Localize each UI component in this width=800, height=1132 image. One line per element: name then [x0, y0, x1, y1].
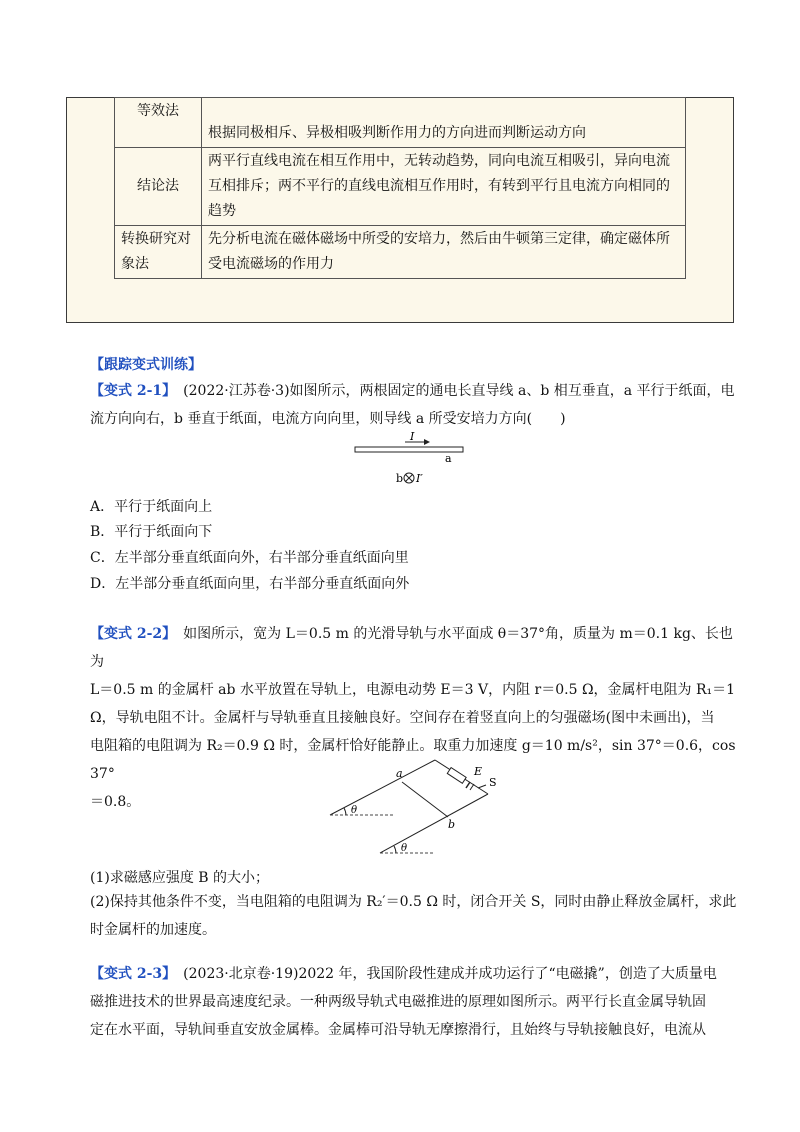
method-desc: 根据同极相斥、异极相吸判断作用力的方向进而判断运动方向 [202, 98, 686, 148]
sub-question-2 [90, 888, 738, 944]
question-tag: 【变式 2-1】 [90, 383, 170, 399]
option-a: A．平行于纸面向上 [90, 499, 213, 515]
option-d: D．左半部分垂直纸面向里，右半部分垂直纸面向外 [90, 576, 410, 592]
label-E: E [474, 765, 483, 778]
question-stem-line: Ω，导轨电阻不计。金属杆与导轨垂直且接触良好。空间存在着竖直向上的匀强磁场(图中未画出)，当 [90, 710, 715, 726]
method-table [114, 97, 686, 279]
option-b: B．平行于纸面向下 [90, 524, 213, 540]
stem-text: (2022·江苏卷·3)如图所示，两根固定的通电长直导线 a、b 相互垂直，a 平行于纸面，电 [183, 383, 735, 399]
question-stem-line [90, 960, 738, 988]
battery [466, 782, 470, 788]
question-stem-line: 磁推进技术的世界最高速度纪录。一种两级导轨式电磁推进的原理如图所示。两平行长直金属导轨固 [90, 994, 706, 1010]
stem-text: (2023·北京卷·19)2022 年，我国阶段性建成并成功运行了“电磁撬”，创造了大质量电 [169, 966, 717, 982]
sub-question-line: (2)保持其他条件不变，当电阻箱的电阻调为 R₂′＝0.5 Ω 时，闭合开关 S，同时由静止释放金属杆，求此 [90, 894, 737, 910]
label-a: a [396, 767, 403, 780]
stem-text: 如图所示，宽为 L＝0.5 m 的光滑导轨与水平面成 θ＝37°角，质量为 m＝0.1 kg、长也为 [90, 626, 733, 670]
question-tag: 【变式 2-2】 [90, 626, 170, 642]
label-b: b [396, 472, 404, 485]
method-name: 转换研究对象法 [115, 226, 202, 279]
question-2-1 [90, 377, 738, 433]
question-stem-line: 定在水平面，导轨间垂直安放金属棒。金属棒可沿导轨无摩擦滑行，且始终与导轨接触良好，电流从 [90, 1022, 706, 1038]
sub-question-1: (1)求磁感应强度 B 的大小； [90, 870, 270, 886]
upper-rail [330, 760, 435, 815]
label-I-prime: I′ [416, 472, 423, 485]
question-stem-line [90, 377, 738, 405]
method-desc: 两平行直线电流在相互作用中，无转动趋势，同向电流互相吸引，异向电流互相排斥；两不平行的直线电流相互作用时，有转到平行且电流方向相同的趋势 [202, 148, 686, 226]
sub-question-line: 时金属杆的加速度。 [90, 922, 216, 938]
switch [478, 785, 486, 788]
question-stem-line: L＝0.5 m 的金属杆 ab 水平放置在导轨上，电源电动势 E＝3 V，内阻 r＝0.5 Ω，金属杆电阻为 R₁＝1 [90, 682, 736, 698]
table-row [115, 98, 686, 148]
wire-figure [350, 432, 470, 492]
metal-rod-ab [402, 782, 448, 817]
arrow-head [424, 439, 430, 445]
method-name: 结论法 [115, 148, 202, 226]
resistor-box [447, 768, 466, 784]
method-name: 等效法 [115, 98, 202, 148]
question-stem-line: 电阻箱的电阻调为 R₂＝0.9 Ω 时，金属杆恰好能静止。取重力加速度 g＝10 m/s²，sin 37°＝0.6，cos 37° [90, 738, 736, 782]
section-heading: 【跟踪变式训练】 [90, 357, 202, 373]
question-tag: 【变式 2-3】 [90, 966, 170, 982]
label-b: b [448, 818, 456, 831]
question-stem-line: 流方向向右，b 垂直于纸面，电流方向向里，则导线 a 所受安培力方向( ) [90, 411, 566, 427]
method-desc: 先分析电流在磁体磁场中所受的安培力，然后由牛顿第三定律，确定磁体所受电流磁场的作用力 [202, 226, 686, 279]
question-2-3 [90, 960, 738, 1044]
label-I: I [410, 432, 415, 443]
label-S: S [489, 776, 497, 789]
table-row [115, 148, 686, 226]
lower-rail [380, 794, 488, 853]
theta-lower: θ [401, 843, 408, 854]
table-row [115, 226, 686, 279]
angle-arc-lower [394, 846, 396, 853]
question-stem-line [90, 620, 738, 676]
incline-rail-figure [320, 755, 500, 860]
question-stem-line: ＝0.8。 [90, 794, 141, 810]
theta-upper: θ [351, 805, 358, 816]
label-a: a [445, 452, 452, 465]
angle-arc-upper [344, 808, 346, 815]
option-c: C．左半部分垂直纸面向外，右半部分垂直纸面向里 [90, 550, 409, 566]
